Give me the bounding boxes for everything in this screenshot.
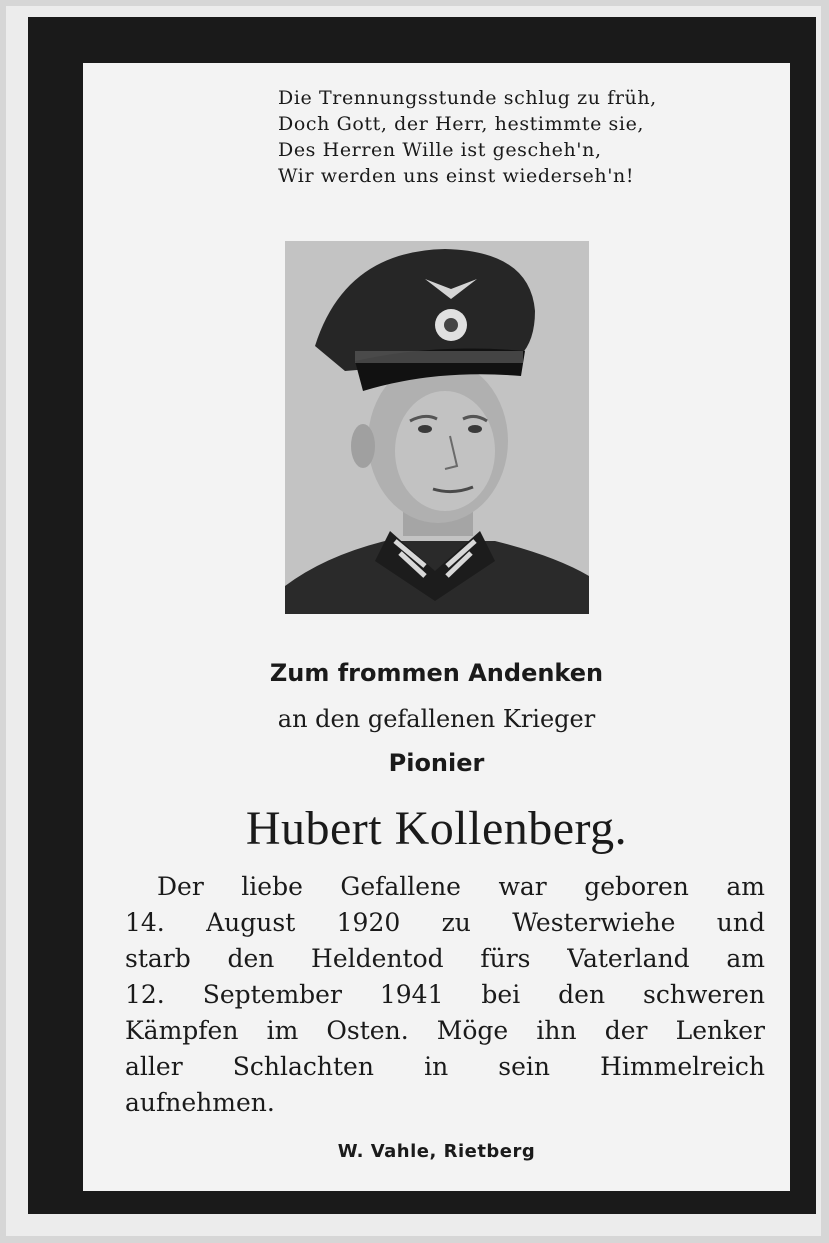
verse [278,85,758,189]
biography-line: aller Schlachten in sein Himmelreich [125,1052,765,1081]
printer-credit: W. Vahle, Rietberg [337,1141,536,1162]
verse-line: Die Trennungsstunde schlug zu früh, [278,87,657,109]
biography-line: starb den Heldentod fürs Vaterland am [125,944,765,973]
heading-subline: an den gefallenen Krieger [277,705,596,733]
card-inner [83,63,790,1191]
memorial-card [6,6,821,1236]
rank-label: Pionier [388,749,485,777]
deceased-name: Hubert Kollenberg. [245,802,628,855]
biography-line: 12. September 1941 bei den schweren [125,980,765,1009]
verse-line: Doch Gott, der Herr, hestimmte sie, [278,113,645,135]
biography-line: Kämpfen im Osten. Möge ihn der Lenker [125,1016,765,1045]
biography-text [125,869,765,1121]
verse-line: Wir werden uns einst wiederseh'n! [278,165,635,187]
portrait-photo [285,241,589,614]
biography-line: aufnehmen. [125,1088,275,1117]
mourning-border [28,17,816,1214]
biography-line: 14. August 1920 zu Westerwiehe und [125,908,765,937]
portrait-image [285,241,589,614]
heading-line: Zum frommen Andenken [269,659,604,687]
biography-line: Der liebe Gefallene war geboren am [157,872,765,901]
verse-line: Des Herren Wille ist gescheh'n, [278,139,602,161]
